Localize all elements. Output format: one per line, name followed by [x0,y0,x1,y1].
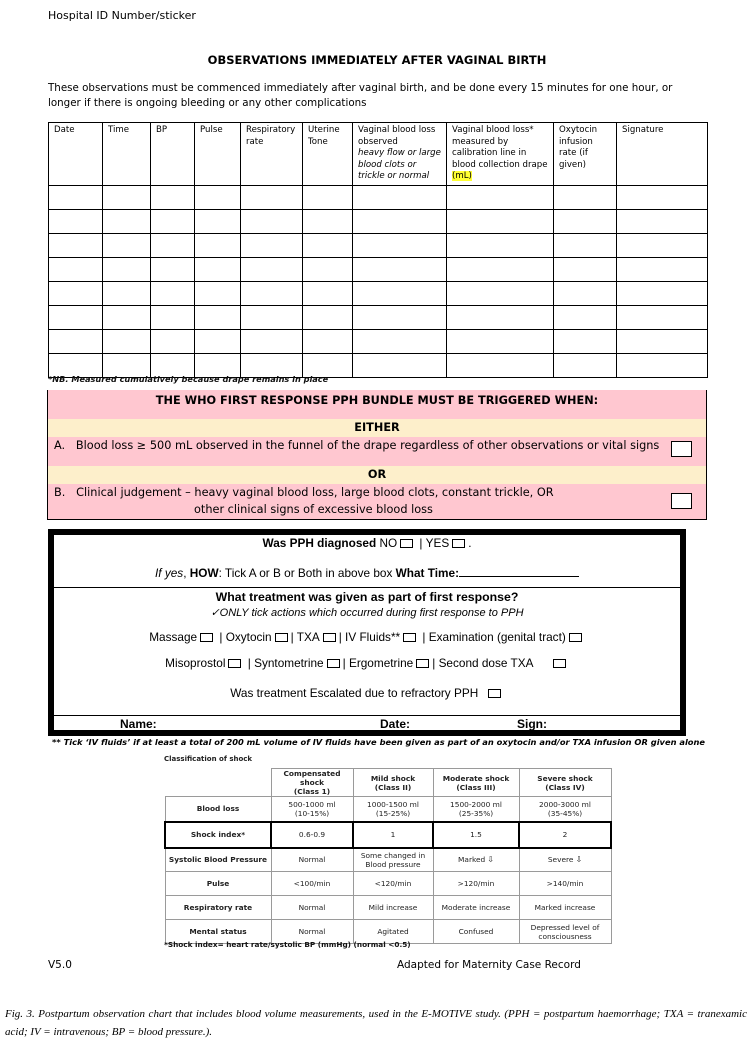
observation-cell[interactable] [103,209,151,233]
massage-checkbox[interactable] [200,633,213,642]
col-oxytocin-rate: Oxytocin infusion rate (if given) [554,123,617,186]
cell-line: Some changed in [360,850,426,860]
ergometrine-checkbox[interactable] [416,659,429,668]
cell: Normal [271,896,353,920]
observation-cell[interactable] [195,305,241,329]
header-line: Moderate shock [442,773,510,783]
observation-cell[interactable] [241,305,303,329]
observation-cell[interactable] [195,281,241,305]
either-label: EITHER [48,419,706,437]
or-label: OR [48,466,706,484]
observation-cell[interactable] [617,185,708,209]
shock-col-mild [353,769,433,797]
no-checkbox[interactable] [400,539,413,548]
observation-cell[interactable] [151,257,195,281]
header-line: Severe shock [537,773,593,783]
observation-cell[interactable] [103,185,151,209]
observation-cell[interactable] [103,329,151,353]
observation-cell[interactable] [195,185,241,209]
observation-cell[interactable] [353,353,447,377]
trigger-title: THE WHO FIRST RESPONSE PPH BUNDLE MUST BE TRIGGERED WHEN: [155,394,599,407]
observation-cell[interactable] [554,209,617,233]
observation-cell[interactable] [617,281,708,305]
escalated-checkbox[interactable] [488,689,501,698]
shock-row-blood-loss [165,797,611,822]
shock-row-systolic-bp [165,848,611,872]
cell-line: Blood pressure [365,859,421,869]
cell: 1 [353,822,433,848]
observation-cell[interactable] [554,233,617,257]
pph-trigger-box [47,390,707,520]
cell: 1.5 [433,822,519,848]
iv-fluids-checkbox[interactable] [403,633,416,642]
examination-checkbox[interactable] [569,633,582,642]
cell: Agitated [353,920,433,944]
cell: Moderate increase [433,896,519,920]
option-b-line1: Clinical judgement – heavy vaginal blood loss, large blood clots, constant trickle, OR [76,486,554,499]
option-a-text: Blood loss ≥ 500 mL observed in the funnel of the drape regardless of other observations or vital signs [75,439,660,452]
table-row [49,329,708,353]
observation-cell[interactable] [49,257,103,281]
cell: 0.6-0.9 [271,822,353,848]
cell [353,797,433,822]
observation-cell[interactable] [554,305,617,329]
header-line: (Class II) [374,782,412,792]
shock-row-shock-index [165,822,611,848]
cell: >120/min [433,872,519,896]
cell-line: Depressed level of [530,922,600,932]
observation-cell[interactable] [353,209,447,233]
observation-cell[interactable] [241,209,303,233]
cell: Normal [271,920,353,944]
observation-cell[interactable] [447,257,554,281]
shock-table-title: Classification of shock [164,755,253,763]
cell: <100/min [271,872,353,896]
treatment-second-dose-txa: Second dose TXA [438,656,534,670]
divider [54,587,680,588]
cell: Marked increase [519,896,611,920]
treatment-question: What treatment was given as part of first response? [215,590,519,604]
option-a-letter: A. [54,439,66,452]
observation-cell[interactable] [353,185,447,209]
observation-table [48,122,708,378]
header-line: (Class IV) [545,782,585,792]
observation-cell[interactable] [447,209,554,233]
row-label: Blood loss [165,797,271,822]
what-time-label: What Time: [395,566,460,580]
observation-cell[interactable] [241,281,303,305]
option-b-checkbox[interactable] [671,493,692,509]
treatment-oxytocin: Oxytocin [225,630,272,644]
shock-index-footnote: *Shock index= heart rate/systolic BP (mmHg) (normal <0.5) [164,940,411,949]
observation-cell[interactable] [303,305,353,329]
iv-fluids-note: ** Tick ‘IV fluids’ if at least a total of 200 mL volume of IV fluids have been given as part of an oxytocin and/or TXA infusion OR given alone [52,737,706,747]
row-label: Systolic Blood Pressure [165,848,271,872]
observation-cell[interactable] [353,233,447,257]
observation-cell[interactable] [303,233,353,257]
col-uterine-tone: Uterine Tone [303,123,353,186]
down-arrow-icon: ⇩ [575,855,583,865]
treatment-syntometrine: Syntometrine [254,656,324,670]
observation-cell[interactable] [49,185,103,209]
cell-line: (10-15%) [294,808,330,818]
cell [519,797,611,822]
shock-row-respiratory-rate [165,896,611,920]
col-blood-loss-observed-label: Vaginal blood loss observed [358,125,436,147]
divider [54,715,680,716]
separator: | [419,536,423,550]
option-b [54,486,712,499]
period: . [468,536,472,550]
cell-line: 1000-1500 ml [367,799,419,809]
observation-cell[interactable] [151,185,195,209]
name-label: Name: [120,717,157,731]
cell [353,848,433,872]
header-line: (Class III) [456,782,496,792]
treatments-row-2: Misoprostol | Syntometrine | Ergometrine | Second dose TXA [54,656,680,670]
header-line: shock [299,778,325,787]
option-a [54,439,712,452]
cell: 2 [519,822,611,848]
cell-line: 1500-2000 ml [450,799,502,809]
observation-cell[interactable] [103,257,151,281]
col-signature: Signature [617,123,708,186]
shock-classification-table [164,768,612,944]
cell-line: Severe [547,855,574,865]
escalated-label: Was treatment Escalated due to refractory PPH [230,686,479,700]
header-line: Mild shock [370,773,416,783]
observation-cell[interactable] [617,233,708,257]
treatment-ergometrine: Ergometrine [348,656,414,670]
row-label: Shock index* [165,822,271,848]
observation-cell[interactable] [151,305,195,329]
col-blood-loss-observed [353,123,447,186]
cell [433,797,519,822]
down-arrow-icon: ⇩ [487,855,494,865]
version-label: V5.0 [48,959,72,971]
table-row [49,209,708,233]
cell: Mild increase [353,896,433,920]
observation-cell[interactable] [353,305,447,329]
observation-cell[interactable] [241,185,303,209]
row-label: Mental status [165,920,271,944]
table-row [49,185,708,209]
observation-cell[interactable] [447,329,554,353]
observation-cell[interactable] [554,329,617,353]
second-dose-txa-checkbox[interactable] [553,659,566,668]
treatments-row-1: Massage | Oxytocin | TXA | IV Fluids** | Examination (genital tract) [54,630,680,644]
corner-cell [165,769,271,797]
treatment-instruction: ✓ONLY tick actions which occurred during first response to PPH [210,607,524,619]
oxytocin-checkbox[interactable] [275,633,288,642]
table-row [49,233,708,257]
row-label: Pulse [165,872,271,896]
yes-checkbox[interactable] [452,539,465,548]
observation-cell[interactable] [103,281,151,305]
table-header-row [49,123,708,186]
cell [271,797,353,822]
observation-cell[interactable] [554,353,617,377]
observation-cell[interactable] [241,233,303,257]
observation-cell[interactable] [49,209,103,233]
observation-cell[interactable] [195,209,241,233]
cell: <120/min [353,872,433,896]
txa-checkbox[interactable] [323,633,336,642]
treatment-massage: Massage [149,630,198,644]
observation-cell[interactable] [447,305,554,329]
how-text: : Tick A or B or Both in above box [218,566,393,580]
observation-cell[interactable] [617,257,708,281]
table-footnote: *NB. Measured cumulatively because drape remains in place [48,374,329,384]
row-label: Respiratory rate [165,896,271,920]
col-blood-loss-measured [447,123,554,186]
observation-cell[interactable] [195,233,241,257]
col-blood-loss-measured-label: Vaginal blood loss* measured by calibration line in blood collection drape [452,125,548,170]
intro-text: These observations must be commenced immediately after vaginal birth, and be done every 15 minutes for one hour, or longer if there is ongoing bleeding or any other complications [48,82,673,109]
unit-highlight: (mL) [452,171,472,181]
cell-line: Marked [458,855,486,865]
observation-cell[interactable] [151,329,195,353]
hospital-id-label: Hospital ID Number/sticker [48,9,196,22]
option-b-line2: other clinical signs of excessive blood loss [194,503,433,516]
option-b-letter: B. [54,486,66,499]
observation-cell[interactable] [103,305,151,329]
observation-cell[interactable] [303,185,353,209]
date-label: Date: [380,717,411,731]
observation-cell[interactable] [554,185,617,209]
observation-cell[interactable] [303,329,353,353]
treatment-misoprostol: Misoprostol [165,656,226,670]
figure-caption: Fig. 3. Postpartum observation chart that includes blood volume measurements, used in the E-MOTIVE study. (PPH = postpartum haemorrhage; TXA = tranexamic acid; IV = intravenous; BP = blood pressure.). [5,1008,747,1038]
observation-cell[interactable] [241,329,303,353]
observation-cell[interactable] [151,233,195,257]
yes-label: YES [425,536,450,550]
syntometrine-checkbox[interactable] [327,659,340,668]
page-title: OBSERVATIONS IMMEDIATELY AFTER VAGINAL BIRTH [207,53,547,67]
cell-line: consciousness [538,931,592,941]
observation-cell[interactable] [554,281,617,305]
observation-cell[interactable] [151,281,195,305]
if-yes-label: If yes [154,566,184,580]
observation-cell[interactable] [241,257,303,281]
table-row [49,305,708,329]
option-a-checkbox[interactable] [671,441,692,457]
observation-cell[interactable] [195,257,241,281]
cell-line: (15-25%) [375,808,411,818]
observation-cell[interactable] [195,329,241,353]
observation-cell[interactable] [617,353,708,377]
observation-cell[interactable] [353,257,447,281]
adapted-label: Adapted for Maternity Case Record [397,959,581,971]
cell-line: 2000-3000 ml [539,799,591,809]
observation-cell[interactable] [447,233,554,257]
observation-cell[interactable] [49,329,103,353]
shock-col-severe [519,769,611,797]
col-pulse: Pulse [195,123,241,186]
col-date: Date [49,123,103,186]
observation-cell[interactable] [49,233,103,257]
observation-cell[interactable] [303,257,353,281]
cell: Confused [433,920,519,944]
how-label: HOW [189,566,219,580]
cell [433,848,519,872]
observation-cell[interactable] [49,281,103,305]
table-row [49,281,708,305]
col-time: Time [103,123,151,186]
cell: >140/min [519,872,611,896]
observation-cell[interactable] [303,209,353,233]
shock-col-compensated [271,769,353,797]
pph-diagnosis-box [48,529,686,736]
sign-label: Sign: [517,717,547,731]
how-row: If yes, HOW: Tick A or B or Both in above box What Time: [54,566,680,580]
pph-diagnosed-label: Was PPH diagnosed [262,536,377,550]
cell-line: 500-1000 ml [288,799,336,809]
treatment-txa: TXA [296,630,320,644]
pph-diagnosed-row [54,536,680,550]
header-line: (Class 1) [293,787,331,796]
observation-cell[interactable] [103,233,151,257]
shock-header-row [165,769,611,797]
cell-line: (25-35%) [458,808,494,818]
treatment-examination: Examination (genital tract) [428,630,566,644]
col-blood-loss-observed-sub: heavy flow or large blood clots or trickle or normal [358,148,441,181]
observation-cell[interactable] [617,305,708,329]
observation-cell[interactable] [151,209,195,233]
observation-cell[interactable] [447,353,554,377]
observation-cell[interactable] [447,281,554,305]
col-bp: BP [151,123,195,186]
observation-cell[interactable] [554,257,617,281]
col-respiratory-rate: Respiratory rate [241,123,303,186]
treatment-iv-fluids: IV Fluids** [345,630,401,644]
observation-cell[interactable] [303,281,353,305]
what-time-field[interactable] [459,566,579,577]
shock-col-moderate [433,769,519,797]
cell-line: (35-45%) [547,808,583,818]
observation-cell[interactable] [617,209,708,233]
observation-cell[interactable] [49,305,103,329]
observation-cell[interactable] [447,185,554,209]
shock-row-pulse [165,872,611,896]
cell: Normal [271,848,353,872]
observation-cell[interactable] [617,329,708,353]
no-label: NO [379,536,398,550]
escalated-row [54,686,680,700]
cell [519,848,611,872]
table-row [49,257,708,281]
observation-cell[interactable] [353,281,447,305]
cell [519,920,611,944]
observation-cell[interactable] [353,329,447,353]
header-line: Compensated [283,769,341,778]
misoprostol-checkbox[interactable] [228,659,241,668]
